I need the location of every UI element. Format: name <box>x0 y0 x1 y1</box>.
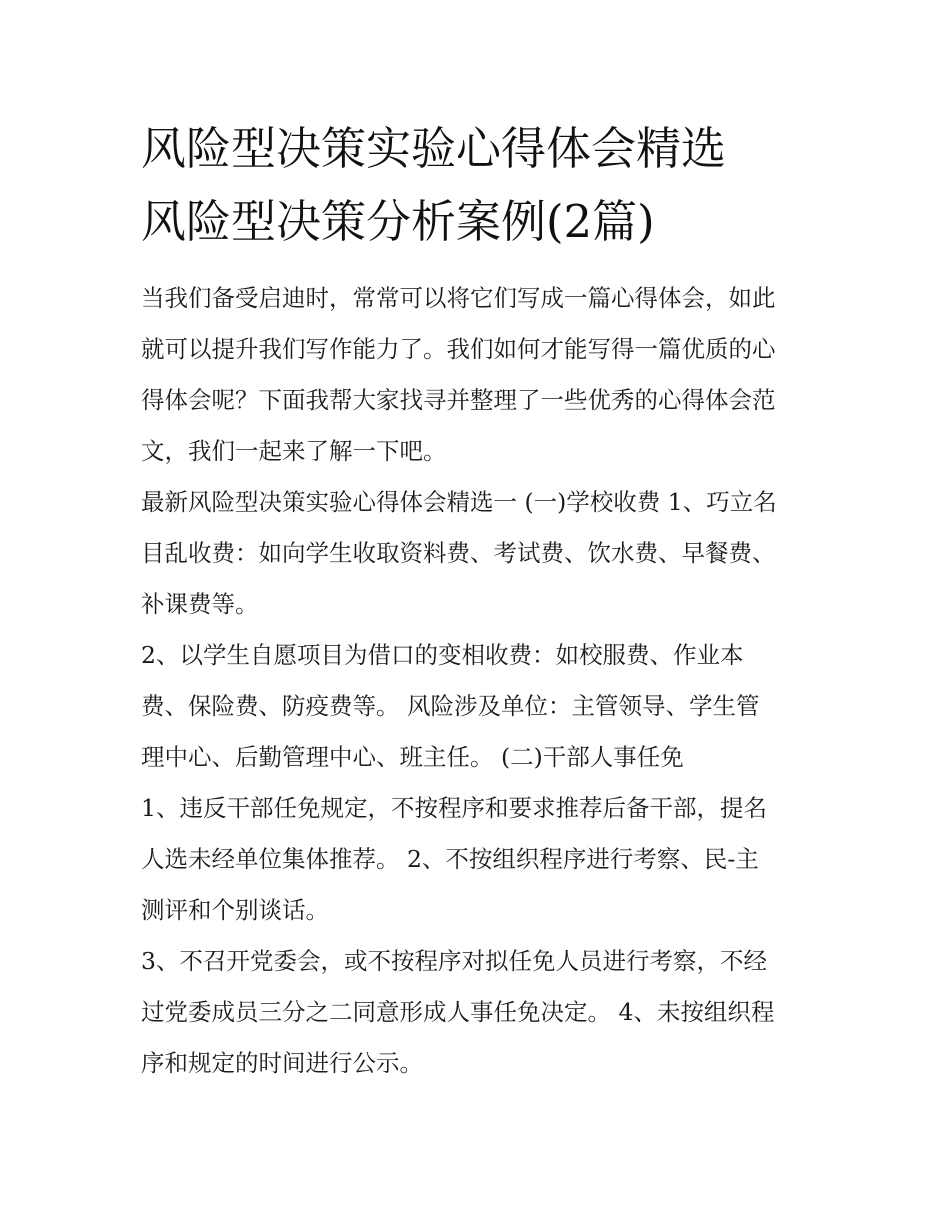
text-line: 2、以学生自愿项目为借口的变相收费：如校服费、作业本 <box>141 641 744 669</box>
text-line: 得体会呢？下面我帮大家找寻并整理了一些优秀的心得体会范 <box>141 386 776 414</box>
text-line: 当我们备受启迪时，常常可以将它们写成一篇心得体会，如此 <box>141 284 776 312</box>
paragraph-appointment-rules <box>141 783 821 936</box>
text-line: 文，我们一起来了解一下吧。 <box>141 437 447 465</box>
text-line: 测评和个别谈话。 <box>141 896 329 924</box>
paragraph-committee <box>141 936 821 1089</box>
text-line: 1、违反干部任免规定，不按程序和要求推荐后备干部，提名 <box>141 794 767 822</box>
text-line: 最新风险型决策实验心得体会精选一 (一)学校收费 1、巧立名 <box>141 488 777 516</box>
title-line: 风险型决策实验心得体会精选 <box>141 122 727 175</box>
text-line: 目乱收费：如向学生收取资料费、考试费、饮水费、早餐费、 <box>141 539 776 567</box>
text-line: 补课费等。 <box>141 590 259 618</box>
document-body <box>141 273 821 1089</box>
text-line: 理中心、后勤管理中心、班主任。 (二)干部人事任免 <box>141 743 684 771</box>
document-title <box>141 112 821 258</box>
paragraph-intro <box>141 273 821 477</box>
paragraph-school-fees <box>141 477 821 630</box>
paragraph-disguised-fees <box>141 630 821 783</box>
text-line: 费、保险费、防疫费等。 风险涉及单位：主管领导、学生管 <box>141 692 760 720</box>
title-line: 风险型决策分析案例(2篇) <box>141 195 655 248</box>
text-line: 序和规定的时间进行公示。 <box>141 1049 423 1077</box>
text-line: 人选未经单位集体推荐。 2、不按组织程序进行考察、民-主 <box>141 845 759 873</box>
text-line: 就可以提升我们写作能力了。我们如何才能写得一篇优质的心 <box>141 335 776 363</box>
document-content <box>141 112 821 1089</box>
text-line: 过党委成员三分之二同意形成人事任免决定。 4、未按组织程 <box>141 998 775 1026</box>
text-line: 3、不召开党委会，或不按程序对拟任免人员进行考察，不经 <box>141 947 767 975</box>
